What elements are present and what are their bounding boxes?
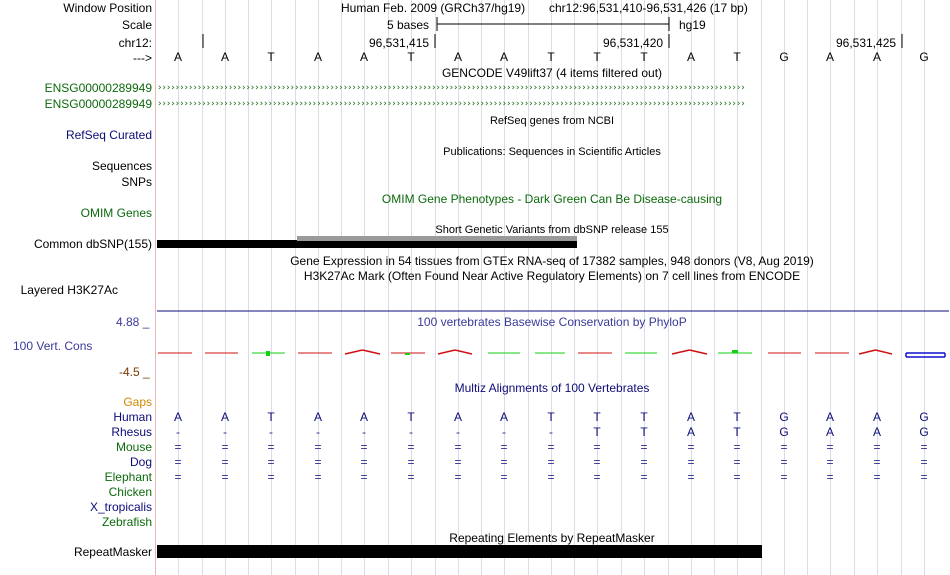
conservation-mark <box>345 350 363 354</box>
alignment-base: A <box>359 410 369 424</box>
reference-base: G <box>919 50 929 64</box>
alignment-base: - <box>409 425 413 439</box>
reference-base: A <box>872 50 882 64</box>
alignment-base: G <box>919 410 929 424</box>
alignment-base: = <box>593 470 601 484</box>
conservation-mark <box>672 350 690 354</box>
alignment-base: = <box>174 440 182 454</box>
conservation-track-label[interactable]: 100 Vert. Cons <box>13 339 93 353</box>
alignment-base: T <box>640 410 648 424</box>
alignment-base: = <box>873 470 881 484</box>
alignment-base: - <box>269 425 273 439</box>
conservation-mark <box>405 353 410 355</box>
species-label[interactable]: X_tropicalis <box>89 500 152 514</box>
coord-tick-label: 96,531,425 <box>836 36 897 50</box>
alignment-base: = <box>314 455 322 469</box>
conservation-mark <box>266 351 270 356</box>
alignment-base: = <box>500 455 508 469</box>
scale-db: hg19 <box>679 18 706 32</box>
alignment-base: A <box>872 425 882 439</box>
alignment-base: = <box>407 470 415 484</box>
assembly-title: Human Feb. 2009 (GRCh37/hg19) <box>341 1 526 15</box>
gencode-item-label[interactable]: ENSG00000289949 <box>44 97 152 111</box>
alignment-base: = <box>500 440 508 454</box>
gtex-track-title: Gene Expression in 54 tissues from GTEx RNA-seq of 17382 samples, 948 donors (V8, Aug 2019) <box>290 254 814 268</box>
alignment-base: = <box>314 440 322 454</box>
position-range: chr12:96,531,410-96,531,426 (17 bp) <box>549 1 748 15</box>
reference-base: A <box>686 50 696 64</box>
alignment-base: T <box>407 410 415 424</box>
conservation-mark <box>690 350 708 354</box>
multiz-gaps-label: Gaps <box>123 395 152 409</box>
alignment-base: = <box>780 470 788 484</box>
species-label[interactable]: Zebrafish <box>101 515 152 529</box>
conservation-mark <box>732 350 738 353</box>
alignment-base: = <box>593 440 601 454</box>
alignment-base: = <box>221 455 229 469</box>
window-position-label: Window Position <box>63 1 152 15</box>
alignment-base: A <box>173 410 183 424</box>
alignment-base: = <box>873 455 881 469</box>
species-label[interactable]: Dog <box>129 455 152 469</box>
alignment-base: - <box>502 425 506 439</box>
alignment-base: = <box>593 455 601 469</box>
alignment-base: = <box>221 470 229 484</box>
conservation-track-title: 100 vertebrates Basewise Conservation by PhyloP <box>417 315 687 329</box>
species-label[interactable]: Mouse <box>115 440 152 454</box>
species-label[interactable]: Human <box>113 410 152 424</box>
alignment-base: A <box>313 410 323 424</box>
alignment-base: = <box>826 455 834 469</box>
alignment-base: = <box>547 470 555 484</box>
conservation-mark <box>363 350 381 354</box>
refseq-track-title: RefSeq genes from NCBI <box>489 115 615 127</box>
refseq-track-label[interactable]: RefSeq Curated <box>65 128 152 142</box>
scale-text: 5 bases <box>387 18 430 32</box>
alignment-base: - <box>223 425 227 439</box>
strand-arrow-label: ---> <box>133 51 152 65</box>
alignment-base: = <box>687 440 695 454</box>
repeatmasker-track-title: Repeating Elements by RepeatMasker <box>449 531 655 545</box>
reference-base: A <box>825 50 835 64</box>
alignment-base: = <box>454 440 462 454</box>
conservation-min-label: -4.5 _ <box>119 365 150 379</box>
alignment-base: = <box>174 470 182 484</box>
alignment-base: = <box>174 455 182 469</box>
alignment-base: A <box>686 410 696 424</box>
alignment-base: - <box>456 425 460 439</box>
gencode-track-title: GENCODE V49lift37 (4 items filtered out) <box>441 66 663 80</box>
species-label[interactable]: Chicken <box>108 485 152 499</box>
chromosome-label: chr12: <box>118 36 152 50</box>
reference-base: G <box>779 50 789 64</box>
alignment-base: = <box>920 455 928 469</box>
alignment-base: = <box>407 440 415 454</box>
alignment-base: = <box>221 440 229 454</box>
reference-base: A <box>220 50 230 64</box>
alignment-base: = <box>873 440 881 454</box>
alignment-base: = <box>547 455 555 469</box>
dbsnp-track-title: Short Genetic Variants from dbSNP release 155 <box>435 224 669 236</box>
alignment-base: A <box>686 425 696 439</box>
alignment-base: = <box>687 455 695 469</box>
scale-label: Scale <box>121 18 152 32</box>
alignment-base: T <box>593 425 601 439</box>
alignment-base: A <box>825 410 835 424</box>
reference-base: T <box>733 50 741 64</box>
alignment-base: A <box>872 410 882 424</box>
dbsnp-track-label[interactable]: Common dbSNP(155) <box>33 237 152 251</box>
reference-base: A <box>499 50 509 64</box>
alignment-base: G <box>779 425 789 439</box>
alignment-base: = <box>454 455 462 469</box>
publications-track-title: Publications: Sequences in Scientific Articles <box>443 146 661 158</box>
repeatmasker-track-label[interactable]: RepeatMasker <box>73 545 152 559</box>
h3k27ac-track-title: H3K27Ac Mark (Often Found Near Active Regulatory Elements) on 7 cell lines from ENCODE <box>303 269 801 283</box>
alignment-base: = <box>640 455 648 469</box>
reference-base: T <box>267 50 275 64</box>
publications-sequences-label[interactable]: Sequences <box>91 159 152 173</box>
alignment-base: = <box>733 470 741 484</box>
gencode-item-label[interactable]: ENSG00000289949 <box>44 81 152 95</box>
conservation-mark <box>859 350 876 354</box>
alignment-base: A <box>453 410 463 424</box>
reference-base: T <box>640 50 648 64</box>
alignment-base: T <box>547 410 555 424</box>
alignment-base: = <box>920 470 928 484</box>
alignment-base: T <box>267 410 275 424</box>
alignment-base: = <box>826 440 834 454</box>
reference-base: T <box>547 50 555 64</box>
multiz-track-title: Multiz Alignments of 100 Vertebrates <box>454 381 650 395</box>
h3k27ac-track-label[interactable]: Layered H3K27Ac <box>20 283 118 297</box>
alignment-base: = <box>360 455 368 469</box>
alignment-base: = <box>920 440 928 454</box>
omim-track-title: OMIM Gene Phenotypes - Dark Green Can Be Disease-causing <box>381 192 723 206</box>
alignment-base: = <box>407 455 415 469</box>
alignment-base: - <box>362 425 366 439</box>
alignment-base: = <box>314 470 322 484</box>
alignment-base: - <box>549 425 553 439</box>
alignment-base: = <box>547 440 555 454</box>
alignment-base: A <box>499 410 509 424</box>
alignment-base: A <box>825 425 835 439</box>
alignment-base: = <box>267 440 275 454</box>
alignment-base: T <box>593 410 601 424</box>
coord-tick-label: 96,531,420 <box>603 36 664 50</box>
reference-base: A <box>173 50 183 64</box>
coord-tick-label: 96,531,415 <box>369 36 430 50</box>
alignment-base: = <box>826 470 834 484</box>
reference-base: T <box>593 50 601 64</box>
gencode-gene-feature[interactable]: ››››››››››››››››››››››››››››››››››››››››››››››››››››››››››››››››››››››››››››››››››››››››››››››››››››››››››››››››››››››››››››››››››››› <box>157 83 745 93</box>
reference-base: A <box>313 50 323 64</box>
alignment-base: = <box>640 440 648 454</box>
alignment-base: = <box>267 455 275 469</box>
alignment-base: G <box>779 410 789 424</box>
conservation-max-label: 4.88 _ <box>116 315 150 329</box>
alignment-base: - <box>316 425 320 439</box>
alignment-base: A <box>220 410 230 424</box>
alignment-base: T <box>733 425 741 439</box>
alignment-base: G <box>919 425 929 439</box>
alignment-base: = <box>360 470 368 484</box>
alignment-base: = <box>687 470 695 484</box>
species-label[interactable]: Elephant <box>104 470 152 484</box>
publications-snps-label[interactable]: SNPs <box>121 175 152 189</box>
alignment-base: T <box>640 425 648 439</box>
alignment-base: = <box>454 470 462 484</box>
alignment-base: = <box>733 440 741 454</box>
alignment-base: T <box>733 410 741 424</box>
conservation-mark <box>438 350 455 354</box>
gencode-gene-feature[interactable]: ››››››››››››››››››››››››››››››››››››››››››››››››››››››››››››››››››››››››››››››››››››››››››››››››››››››››››››››››››››››››››››››››››››› <box>157 99 745 109</box>
alignment-base: = <box>640 470 648 484</box>
reference-base: T <box>407 50 415 64</box>
alignment-base: = <box>360 440 368 454</box>
alignment-base: = <box>500 470 508 484</box>
conservation-mark <box>455 350 472 354</box>
conservation-mark <box>876 350 893 354</box>
repeatmasker-feature[interactable] <box>157 545 762 558</box>
alignment-base: - <box>176 425 180 439</box>
alignment-base: = <box>733 455 741 469</box>
alignment-base: = <box>780 440 788 454</box>
reference-base: A <box>453 50 463 64</box>
alignment-base: = <box>267 470 275 484</box>
alignment-base: = <box>780 455 788 469</box>
omim-track-label[interactable]: OMIM Genes <box>80 206 152 220</box>
reference-base: A <box>359 50 369 64</box>
species-label[interactable]: Rhesus <box>111 425 152 439</box>
